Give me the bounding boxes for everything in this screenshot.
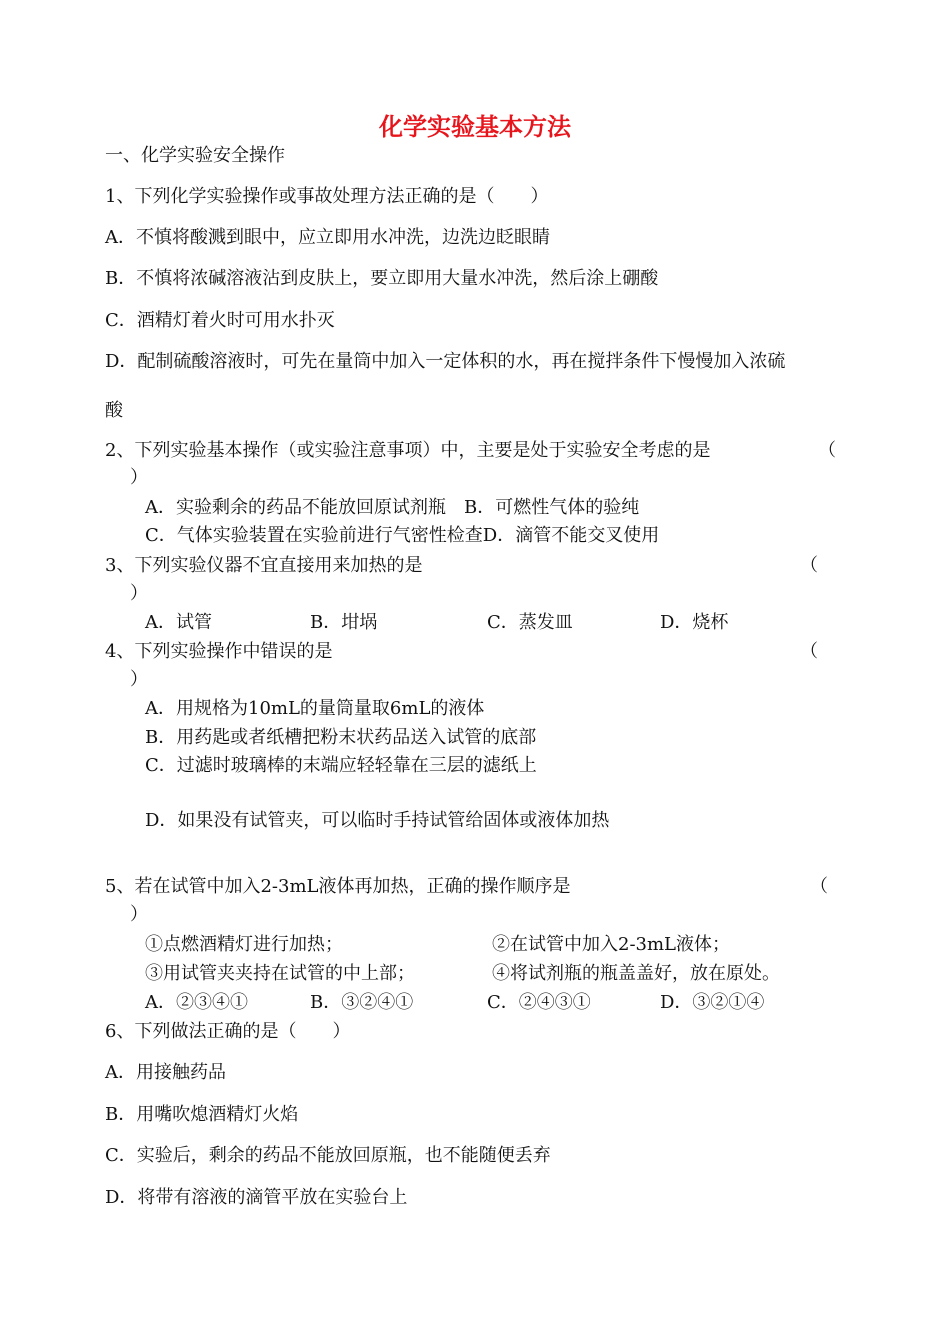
q5-step-1: ①点燃酒精灯进行加热； [145,934,343,955]
q6-option-b: B．用嘴吹熄酒精灯火焰 [105,1104,299,1125]
q2-paren-open: （ [818,440,836,461]
q4-paren-close: ） [130,669,148,690]
q3-option-b: B．坩埚 [310,612,378,633]
q5-step-2: ②在试管中加入2-3mL液体； [492,934,731,955]
q3-option-d: D．烧杯 [660,612,729,633]
q3-option-a: A．试管 [145,612,212,633]
document-title: 化学实验基本方法 [379,113,571,141]
q1-option-d-cont: 酸 [105,400,123,421]
q4-paren-open: （ [800,641,818,662]
q6-stem: 6、下列做法正确的是（ ） [105,1021,351,1042]
q4-option-a: A．用规格为10mL的量筒量取6mL的液体 [145,698,485,719]
q3-paren-open: （ [800,555,818,576]
q5-stem: 5、若在试管中加入2-3mL液体再加热，正确的操作顺序是 [105,876,571,897]
q4-option-d: D．如果没有试管夹，可以临时手持试管给固体或液体加热 [145,810,610,831]
q6-option-d: D．将带有溶液的滴管平放在实验台上 [105,1187,408,1208]
q3-stem: 3、下列实验仪器不宜直接用来加热的是 [105,555,423,576]
q5-step-4: ④将试剂瓶的瓶盖盖好，放在原处。 [492,963,780,984]
q3-paren-close: ） [130,583,148,604]
q1-option-c: C．酒精灯着火时可用水扑灭 [105,310,335,331]
q5-paren-open: （ [810,876,828,897]
q1-stem: 1、下列化学实验操作或事故处理方法正确的是（ ） [105,186,549,207]
q5-step-3: ③用试管夹夹持在试管的中上部； [145,963,415,984]
q4-option-b: B．用药匙或者纸槽把粉末状药品送入试管的底部 [145,727,537,748]
q2-stem: 2、下列实验基本操作（或实验注意事项）中，主要是处于实验安全考虑的是 [105,440,711,461]
q6-option-a: A．用接触药品 [105,1062,226,1083]
q4-option-c: C．过滤时玻璃棒的末端应轻轻靠在三层的滤纸上 [145,755,537,776]
q1-option-d: D．配制硫酸溶液时，可先在量筒中加入一定体积的水，再在搅拌条件下慢慢加入浓硫 [105,351,786,372]
q5-option-a: A．②③④① [145,992,248,1013]
q5-option-d: D．③②①④ [660,992,765,1013]
section-heading: 一、化学实验安全操作 [105,145,285,166]
q5-paren-close: ） [130,904,148,925]
q4-stem: 4、下列实验操作中错误的是 [105,641,333,662]
q1-option-b: B．不慎将浓碱溶液沾到皮肤上，要立即用大量水冲洗，然后涂上硼酸 [105,268,659,289]
q1-option-a: A．不慎将酸溅到眼中，应立即用水冲洗，边洗边眨眼睛 [105,227,550,248]
q2-options-cd: C．气体实验装置在实验前进行气密性检查D．滴管不能交叉使用 [145,525,660,546]
q2-paren-close: ） [130,467,148,488]
q5-option-b: B．③②④① [310,992,414,1013]
q2-options-ab: A．实验剩余的药品不能放回原试剂瓶 B．可燃性气体的验纯 [145,497,640,518]
q6-option-c: C．实验后，剩余的药品不能放回原瓶，也不能随便丢弃 [105,1145,551,1166]
q5-option-c: C．②④③① [487,992,591,1013]
q3-option-c: C．蒸发皿 [487,612,573,633]
